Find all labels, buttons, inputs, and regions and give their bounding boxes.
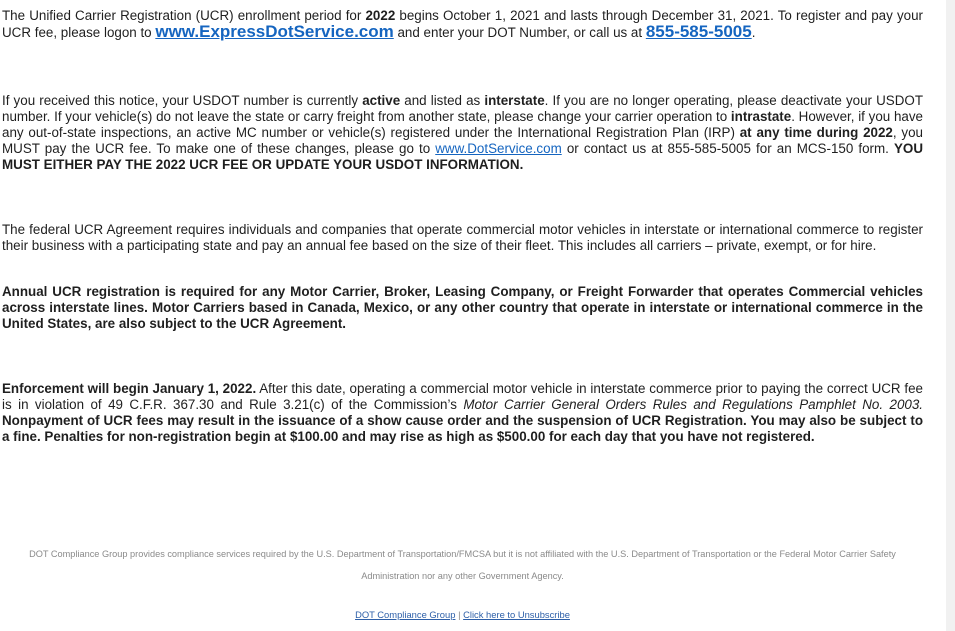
separator: |	[458, 609, 461, 620]
status-active: active	[362, 93, 401, 108]
enforcement-paragraph	[2, 381, 923, 445]
text: . If you are no longer operating, please deactivate your USDOT number. If your vehicle(s) do not leave the state or carry freight from another state, please change your carrier operation to	[2, 93, 924, 124]
usdot-status-paragraph	[2, 93, 923, 173]
text: If you received this notice, your USDOT number is currently	[2, 93, 363, 108]
footer-links	[0, 609, 925, 620]
dot-service-link[interactable]: www.DotService.com	[435, 141, 562, 156]
text: The federal UCR Agreement requires individuals and companies that operate commercial motor vehicles in interstate or international commerce to register their business with a participating state and pay an annual fee based on the size of their fleet. This includes all carriers – private, exempt, or for hire.	[2, 222, 923, 253]
text: and listed as	[400, 93, 485, 108]
text: and enter your DOT Number, or call us at	[393, 25, 646, 40]
express-dot-service-link[interactable]: www.ExpressDotService.com	[155, 22, 394, 41]
text: Annual UCR registration is required for any Motor Carrier, Broker, Leasing Company, or Freight Forwarder that operates Commercial vehicles across interstate lines. Motor Carriers based in Canada, Mexico, or any other country that operate in interstate or international commerce in the United States, are also subject to the UCR Agreement.	[2, 284, 923, 331]
text: begins October 1, 2021 and lasts through December 31, 2021. To register and pay your UCR fee, please logon to	[2, 8, 924, 40]
time-bold: at any time during 2022	[739, 125, 893, 140]
text: , you MUST pay the UCR fee. To make one of these changes, please go to	[2, 125, 924, 156]
unsubscribe-link[interactable]: Click here to Unsubscribe	[463, 609, 570, 620]
status-intrastate: intrastate	[730, 109, 792, 124]
year-bold: 2022	[365, 8, 396, 23]
phone-link[interactable]: 855-585-5005	[645, 22, 752, 41]
text: or contact us at 855-585-5005 for an MCS-150 form.	[561, 141, 894, 156]
text: After this date, operating a commercial motor vehicle in interstate commerce prior to paying the correct UCR fee is in violation of 49 C.F.R. 367.30 and Rule 3.21(c) of the Commission’s	[2, 381, 923, 412]
enforcement-date: Enforcement will begin January 1, 2022.	[2, 381, 257, 396]
ucr-agreement-paragraph	[2, 222, 923, 254]
nonpayment-warning: Nonpayment of UCR fees may result in the issuance of a show cause order and the suspension of UCR Registration. You may also be subject to a fine. Penalties for non-registration begin at $100.00 and may rise as high as $500.00 for each day that you have not registered.	[2, 413, 923, 444]
company-link[interactable]: DOT Compliance Group	[355, 609, 456, 620]
registration-required-paragraph	[2, 284, 923, 332]
enrollment-paragraph	[2, 8, 923, 41]
status-interstate: interstate	[484, 93, 545, 108]
text: The Unified Carrier Registration (UCR) enrollment period for	[2, 8, 366, 23]
text: . However, if you have any out-of-state inspections, an active MC number or vehicle(s) registered under the International Registration Plan (IRP)	[2, 109, 923, 140]
must-pay-notice: YOU MUST EITHER PAY THE 2022 UCR FEE OR UPDATE YOUR USDOT INFORMATION.	[2, 141, 923, 172]
footer-disclaimer: DOT Compliance Group provides compliance services required by the U.S. Department of Transportation/FMCSA but it is not affiliated with the U.S. Department of Transportation or the Federal Motor Carrier Safety Administration nor any other Government Agency.	[29, 549, 896, 581]
scrollbar[interactable]	[946, 0, 955, 631]
pamphlet-title: Motor Carrier General Orders Rules and Regulations Pamphlet No. 2003.	[463, 397, 924, 412]
text: .	[751, 25, 756, 40]
